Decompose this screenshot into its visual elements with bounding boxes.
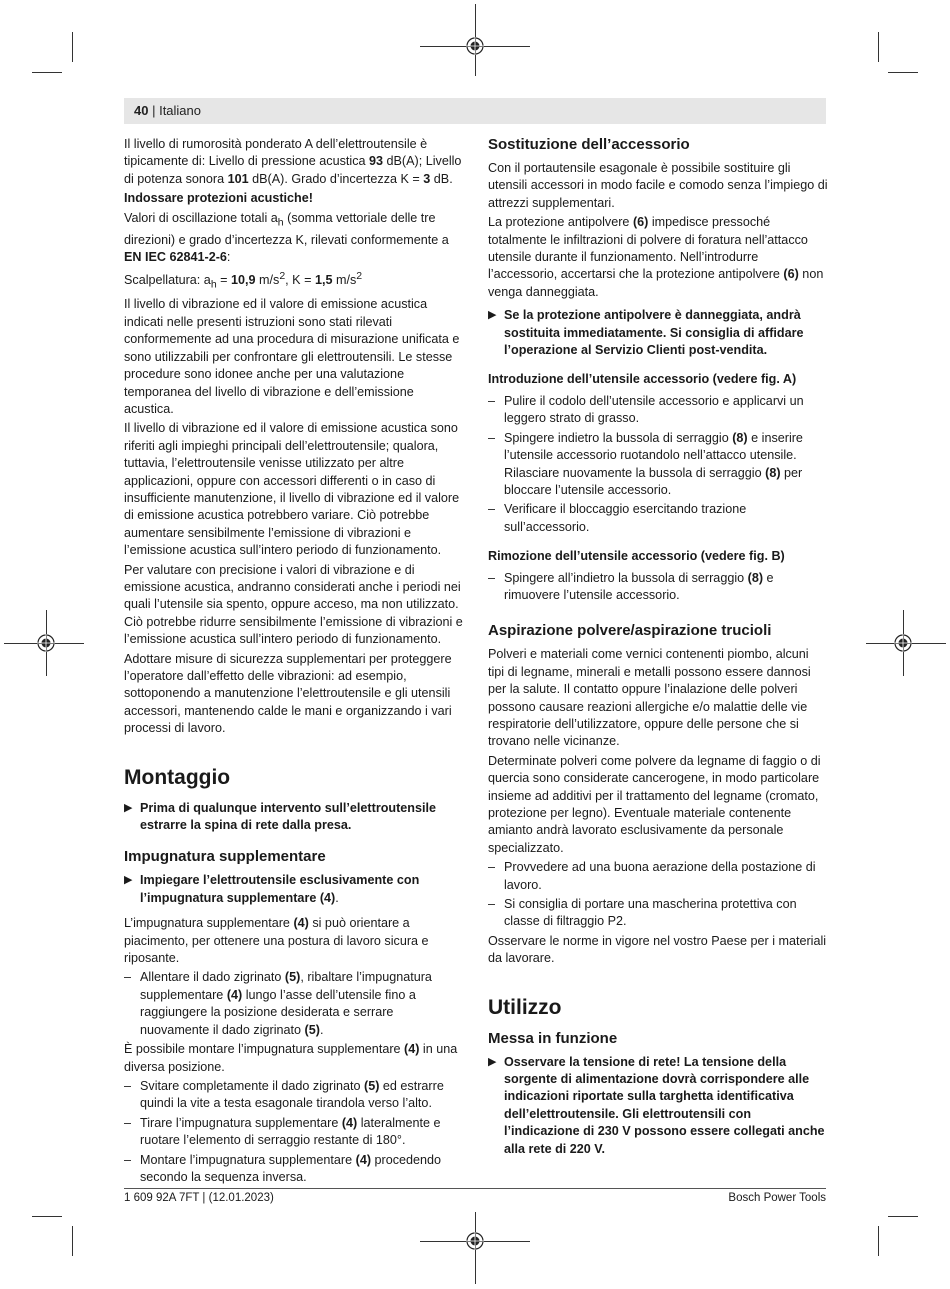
dash-list-item: – Spingere indietro la bussola di serraggio (8) e inserire l’utensile accessorio ruotandolo nell’attacco utensile. Rilasciare nuovamente la bussola di serraggio (8) per bloccare l’utensile accessorio. — [488, 430, 803, 497]
warning-item: ▶ Prima di qualunque intervento sull’elettroutensile estrarre la spina di rete dalla presa. — [124, 800, 437, 833]
footer-doc-id: 1 609 92A 7FT | (12.01.2023) — [124, 1192, 274, 1204]
header-language: Italiano — [159, 103, 201, 118]
page-number: 40 — [134, 103, 149, 118]
paragraph: Polveri e materiali come vernici contenenti piombo, alcuni tipi di legname, minerali e metalli possono essere dannosi per la salute. Il contatto oppure l’inalazione delle polveri possono causare reazioni allergiche e/o malattie delle vie respiratorie dell’utilizzatore, oppure delle persone che si trovano nelle vicinanze. — [488, 647, 811, 749]
warning-item: ▶ Osservare la tensione di rete! La tensione della sorgente di alimentazione dovrà corrispondere alle indicazioni riportate sulla targhetta identificativa dell’elettroutensile. Gli elettroutensili con l’indicazione di 230 V possono essere collegati anche alla rete di 220 V. — [488, 1054, 825, 1156]
paragraph: L’impugnatura supplementare (4) si può orientare a piacimento, per ottenere una postura di lavoro sicura e riposante. — [124, 916, 429, 966]
vibration-values-paragraph: Valori di oscillazione totali $a_h$ (somma vettoriale delle tre direzioni) e grado d’incertezza K, rilevati conformemente a EN IEC 62841-2-6: — [124, 210, 449, 264]
ear-protection-warning: Indossare protezioni acustiche! — [124, 191, 313, 206]
header-text: 40 | Italiano — [134, 103, 201, 118]
crop-mark — [72, 32, 73, 62]
crop-mark — [878, 1226, 879, 1256]
triangle-bullet-icon: ▶ — [124, 874, 133, 887]
section-heading-montaggio: Montaggio — [124, 765, 231, 789]
paragraph: Il livello di vibrazione ed il valore di emissione acustica indicati nelle presenti istruzioni sono stati rilevati conformemente ad una procedura di misurazione unificata e sono utilizzabili per confrontare gli elettroutensili. Le stesse procedure sono idonee anche per una valutazione temporanea del livello di vibrazione e dell’emissione acustica. — [124, 297, 460, 416]
subheading-impugnatura: Impugnatura supplementare — [124, 848, 326, 866]
registration-mark-icon — [37, 634, 55, 652]
triangle-bullet-icon: ▶ — [488, 309, 497, 322]
subheading-aspirazione: Aspirazione polvere/aspirazione trucioli — [488, 622, 772, 640]
page-header — [124, 98, 826, 124]
dash-list-item: – Montare l’impugnatura supplementare (4) procedendo secondo la sequenza inversa. — [124, 1152, 442, 1184]
subheading-messa-in-funzione: Messa in funzione — [488, 1029, 618, 1047]
dash-list-item: – Verificare il bloccaggio esercitando trazione sull’accessorio. — [488, 502, 747, 534]
paragraph: Adottare misure di sicurezza supplementari per proteggere l’operatore dall’effetto delle vibrazioni: ad esempio, sottoponendo a manutenzione l’elettroutensile e gli utensili accessori, mantenendo calde le mani e organizzando i vari processi di lavoro. — [124, 651, 452, 736]
chiseling-values: Scalpellatura: $a_h = 10,9$ $m/s^2$, K = 1,5 $m/s^2$ — [124, 270, 363, 292]
crop-mark — [32, 72, 62, 73]
crop-mark — [32, 1216, 62, 1217]
paragraph: Per valutare con precisione i valori di vibrazione e di emissione acustica, andranno considerati anche i periodi nei quali l’utensile sia spento, oppure acceso, ma non utilizzato. Ciò potrebbe ridurre sensibilmente l’emissione di vibrazioni e l’emissione acustica sull’intero periodo di funzionamento. — [124, 562, 463, 647]
dash-list-item: – Pulire il codolo dell’utensile accessorio e applicarvi un leggero strato di grasso. — [488, 393, 804, 426]
warning-item: ▶ Se la protezione antipolvere è danneggiata, andrà sostituita immediatamente. Si consiglia di affidare l’operazione al Servizio Clienti post-vendita. — [488, 308, 804, 358]
subheading-sostituzione: Sostituzione dell’accessorio — [488, 136, 690, 153]
registration-mark-icon — [466, 37, 484, 55]
footer-brand: Bosch Power Tools — [728, 1192, 826, 1204]
paragraph: Con il portautensile esagonale è possibile sostituire gli utensili accessori in modo facile e comodo senza l’impiego di attrezzi supplementari. — [488, 161, 828, 210]
dash-list-item: – Allentare il dado zigrinato (5), ribaltare l’impugnatura supplementare (4) lungo l’asse dell’utensile fino a raggiungere la posizione desiderata e serrare nuovamente il dado zigrinato (5). — [124, 970, 432, 1037]
noise-level-paragraph: Il livello di rumorosità ponderato A dell’elettroutensile è tipicamente di: Livello di pressione acustica 93 dB(A); Livello di potenza sonora 101 dB(A). Grado d’incertezza K = 3 dB. — [124, 137, 462, 186]
dash-list-item: – Provvedere ad una buona aerazione della postazione di lavoro. — [488, 860, 816, 892]
section-heading-utilizzo: Utilizzo — [488, 995, 562, 1019]
paragraph: Osservare le norme in vigore nel vostro Paese per i materiali da lavorare. — [488, 933, 827, 966]
left-column — [124, 136, 464, 1188]
footer-rule — [124, 1188, 826, 1189]
dash-list-item: – Svitare completamente il dado zigrinato (5) ed estrarre quindi la vite a testa esagonale tirandola verso l’alto. — [124, 1078, 444, 1111]
paragraph: È possibile montare l’impugnatura supplementare (4) in una diversa posizione. — [124, 1042, 458, 1074]
warning-item: ▶ Impiegare l’elettroutensile esclusivamente con l’impugnatura supplementare (4). — [124, 873, 420, 905]
triangle-bullet-icon: ▶ — [488, 1055, 497, 1068]
registration-mark-icon — [466, 1232, 484, 1250]
crop-mark — [72, 1226, 73, 1256]
dash-list-item: – Spingere all’indietro la bussola di serraggio (8) e rimuovere l’utensile accessorio. — [488, 570, 774, 602]
paragraph: Determinate polveri come polvere da legname di faggio o di quercia sono considerate cancerogene, in modo particolare insieme ad additivi per il trattamento del legname (cromato, protezione per legno). Eventuale materiale contenente amianto andrà lavorato esclusivamente da personale specializzato. — [488, 753, 821, 855]
paragraph: La protezione antipolvere (6) impedisce pressoché totalmente le infiltrazioni di polvere di foratura nell’attacco utensile durante il funzionamento. Nell’introdurre l’accessorio, accertarsi che la protezione antipolvere (6) non venga danneggiata. — [488, 215, 824, 299]
crop-mark — [888, 72, 918, 73]
right-column — [488, 136, 828, 1166]
paragraph: Il livello di vibrazione ed il valore di emissione acustica sono riferiti agli impieghi principali dell’elettroutensile; qualora, tuttavia, l’elettroutensile venisse utilizzato per altre applicazioni, oppure con accessori differenti o in caso di insufficiente manutenzione, il livello di vibrazione ed il valore di emissione acustica potrebbero variare. Ciò potrebbe aumentare sensibilmente l’emissione di vibrazioni e l’emissione acustica sull’intero periodo di funzionamento. — [124, 421, 460, 558]
subheading-introduzione: Introduzione dell’utensile accessorio (vedere fig. A) — [488, 372, 797, 387]
crop-mark — [878, 32, 879, 62]
registration-mark-icon — [894, 634, 912, 652]
dash-list-item: – Si consiglia di portare una mascherina protettiva con classe di filtraggio P2. — [488, 897, 797, 929]
crop-mark — [888, 1216, 918, 1217]
dash-list-item: – Tirare l’impugnatura supplementare (4) lateralmente e ruotare l’elemento di serraggio restante di 180°. — [124, 1115, 441, 1148]
triangle-bullet-icon: ▶ — [124, 801, 133, 814]
subheading-rimozione: Rimozione dell’utensile accessorio (vedere fig. B) — [488, 549, 785, 564]
